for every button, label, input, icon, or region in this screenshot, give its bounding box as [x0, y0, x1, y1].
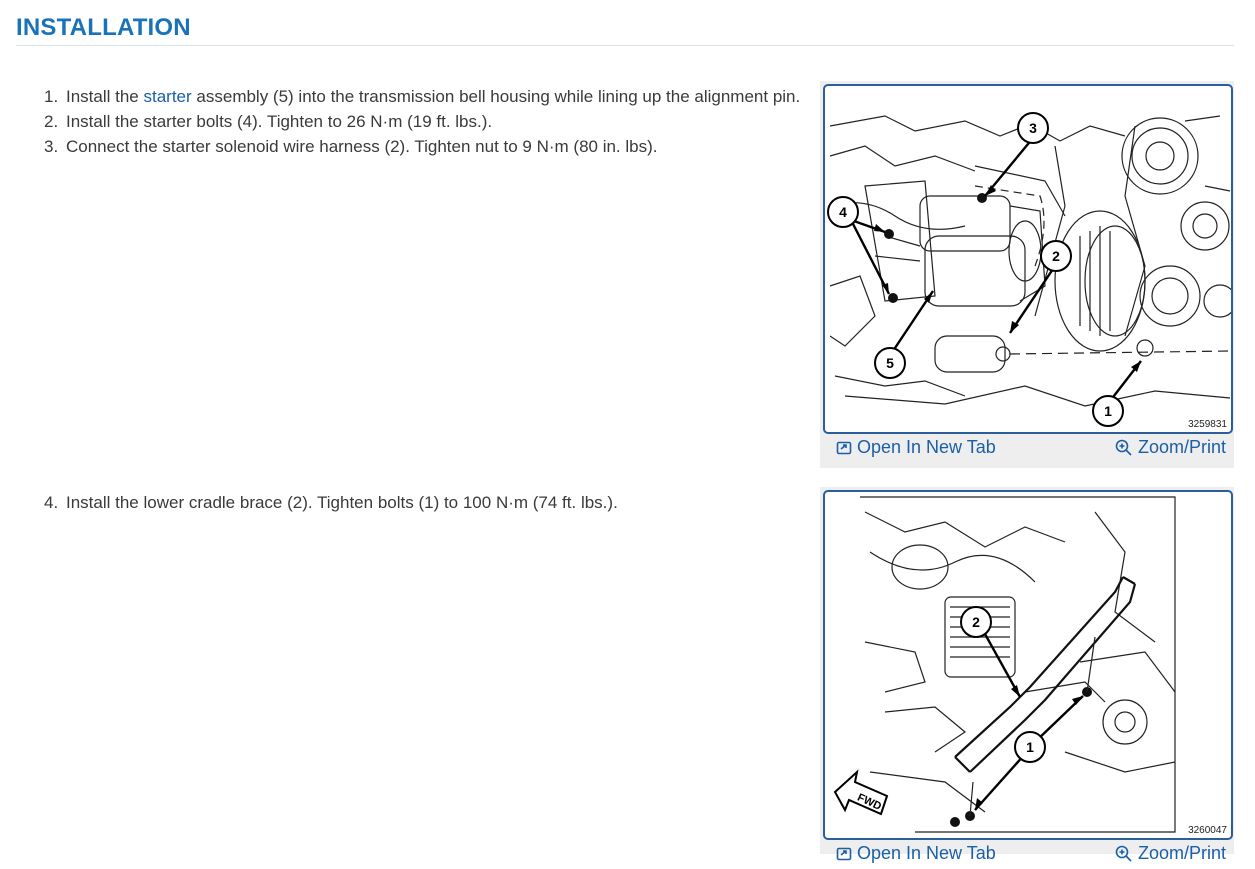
starter-illustration: [825, 86, 1233, 432]
figure-actions: [820, 839, 1234, 869]
svg-text:4: 4: [839, 204, 847, 220]
callout-3: [1018, 113, 1048, 143]
section-header: [16, 14, 1234, 46]
svg-text:3: 3: [1029, 120, 1037, 136]
step-text: Connect the starter solenoid wire harness (2). Tighten nut to 9 N·m (80 in. lbs).: [66, 137, 658, 156]
step-number: 4.: [44, 493, 59, 512]
svg-text:2: 2: [972, 614, 980, 630]
svg-text:1: 1: [1104, 403, 1112, 419]
open-in-new-tab-label: Open In New Tab: [857, 843, 996, 863]
step-text: Install the starter bolts (4). Tighten to 26 N·m (19 ft. lbs.).: [66, 112, 493, 131]
callout-2: [961, 607, 991, 637]
figure-cradle-brace: [820, 487, 1234, 863]
svg-text:5: 5: [886, 355, 894, 371]
figure-image-frame[interactable]: [823, 490, 1233, 840]
installation-steps-2: [44, 490, 814, 515]
svg-text:1: 1: [1026, 739, 1034, 755]
figure-actions: [820, 433, 1234, 463]
callout-1: [1015, 732, 1045, 762]
step-number: 2.: [44, 112, 59, 131]
svg-text:FWD: FWD: [855, 791, 884, 814]
figure-id: 3260047: [1188, 825, 1227, 836]
zoom-print-label: Zoom/Print: [1137, 843, 1226, 863]
section-title: INSTALLATION: [16, 14, 191, 41]
callout-4: [828, 197, 858, 227]
open-in-new-tab-label: Open In New Tab: [857, 437, 996, 457]
callout-5: [875, 348, 905, 378]
figure-starter: [820, 81, 1234, 468]
figure-id: 3259831: [1188, 419, 1227, 430]
zoom-print-label: Zoom/Print: [1137, 437, 1226, 457]
step-number: 1.: [44, 87, 59, 106]
callout-2: [1041, 241, 1071, 271]
forward-direction-indicator: [835, 772, 887, 814]
cradle-brace-illustration: [825, 492, 1233, 838]
open-in-new-tab-button[interactable]: [836, 437, 996, 458]
callout-1: [1093, 396, 1123, 426]
step-item: 1. Install the starter assembly (5) into the transmission bell housing while lining up the alignment pin.: [44, 84, 814, 109]
figure-image-frame[interactable]: [823, 84, 1233, 434]
step-item: [44, 490, 814, 515]
open-in-new-tab-icon: [836, 440, 852, 456]
starter-link[interactable]: starter: [143, 87, 192, 106]
zoom-print-button[interactable]: [1115, 437, 1226, 458]
installation-steps-1: [44, 84, 814, 159]
step-text: Install the lower cradle brace (2). Tighten bolts (1) to 100 N·m (74 ft. lbs.).: [66, 493, 618, 512]
step-item: [44, 134, 814, 159]
step-item: [44, 109, 814, 134]
step-number: 3.: [44, 137, 59, 156]
zoom-in-icon: [1115, 439, 1133, 457]
svg-text:2: 2: [1052, 248, 1060, 264]
